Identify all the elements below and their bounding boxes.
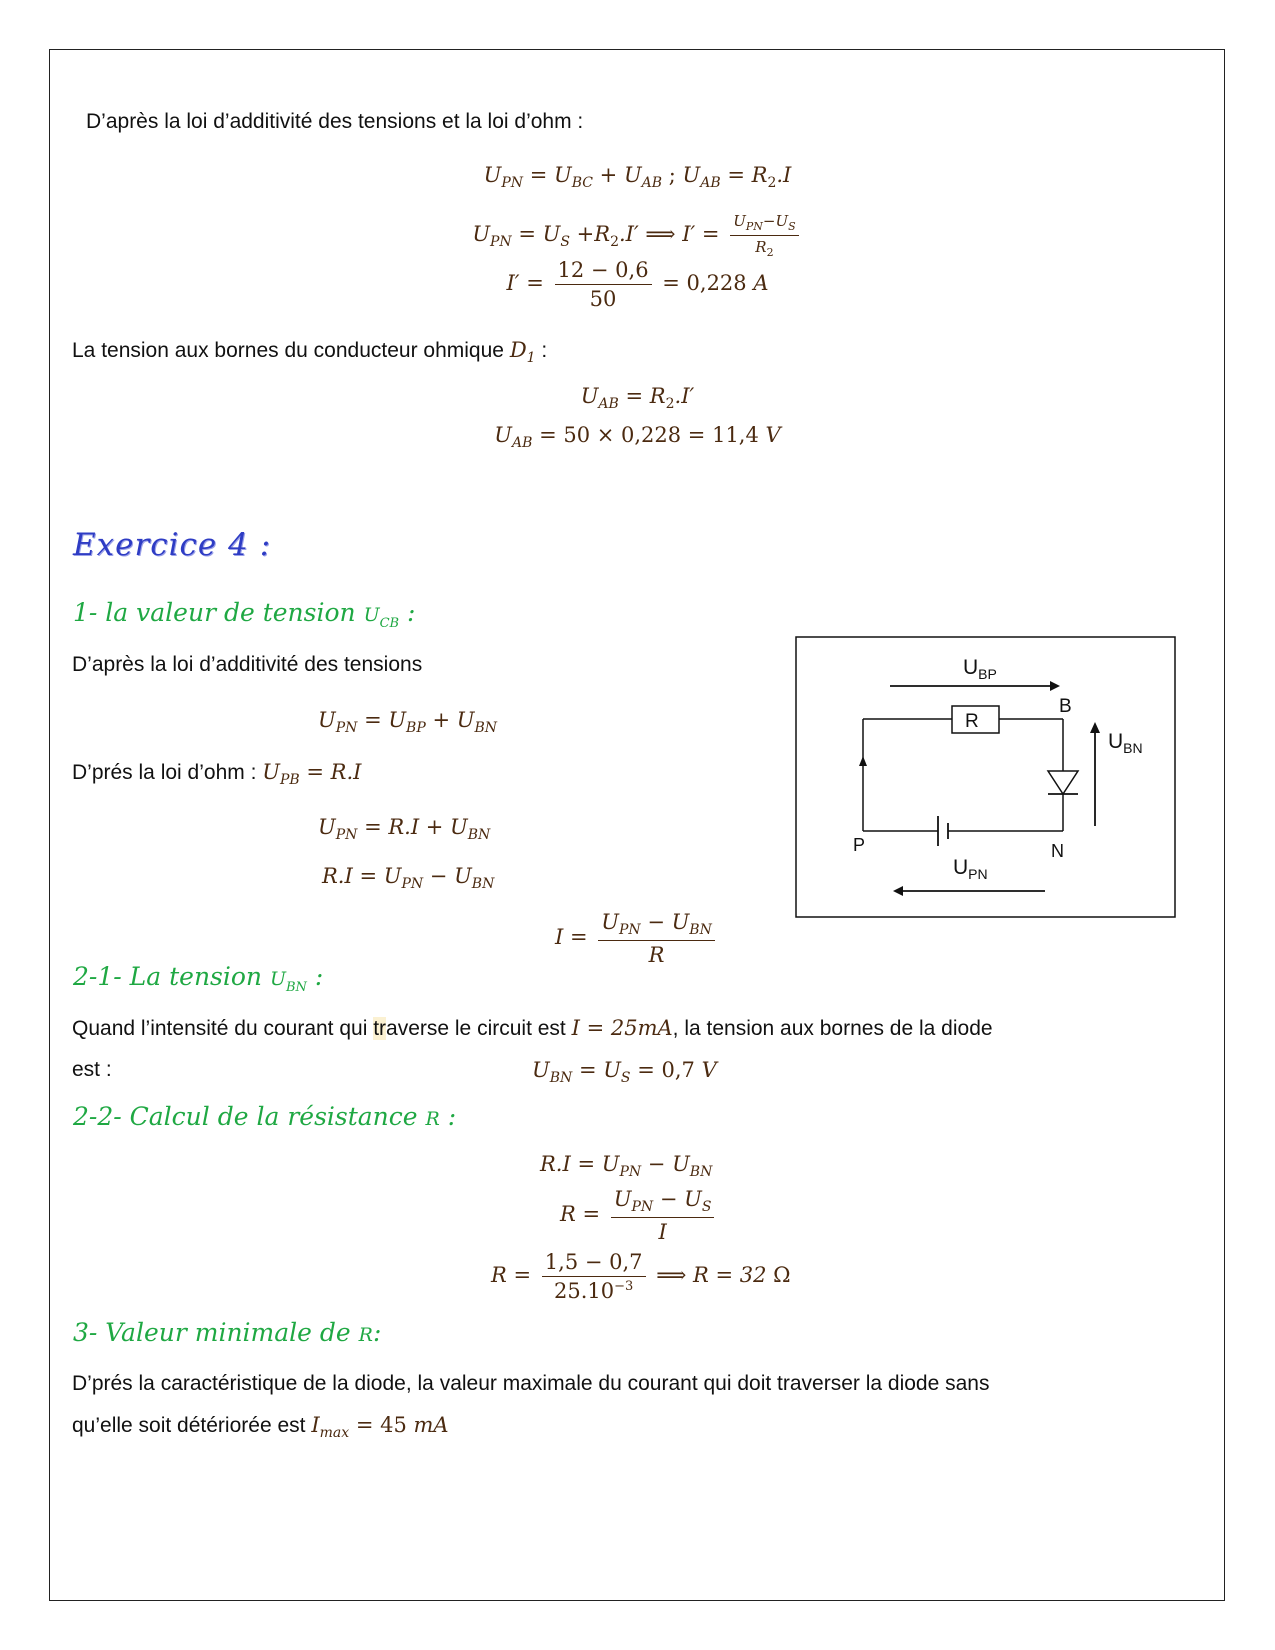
equation-ri-diff-2: $R.I = U_{PN} - U_{BN}$ xyxy=(540,1152,713,1181)
equation-upn-ubp-ubn: $U_{PN} = U_{BP} + U_{BN}$ xyxy=(318,708,497,737)
question-1-text: D’après la loi d’additivité des tensions xyxy=(72,653,423,676)
intro-text: D’après la loi d’additivité des tensions et la loi d’ohm : xyxy=(86,110,584,133)
equation-i-fraction: I = $\frac{U_{PN} - U_{BN}}{R}$ xyxy=(555,910,719,967)
node-b-label: B xyxy=(1059,696,1072,717)
node-n-label: N xyxy=(1051,841,1064,861)
fraction: $\frac{1,5 - 0,7}{25.10^{-3}}$ xyxy=(542,1250,646,1303)
equation-upn-ri: $U_{PN} = R.I + U_{BN}$ xyxy=(318,815,491,844)
d1-text: La tension aux bornes du conducteur ohmique $D_1$ : xyxy=(72,338,548,367)
ohm-law-line: D’prés la loi d’ohm : $U_{PB} = R.I$ xyxy=(72,760,362,789)
equation-current-value: I′ = $\frac{12 - 0,6}{50}$ = 0,228 A xyxy=(506,258,769,311)
fraction: $\frac{12 - 0,6}{50}$ xyxy=(555,258,652,311)
question-3-text-line1: D’prés la caractéristique de la diode, la valeur maximale du courant qui doit traverser la diode sans xyxy=(72,1372,990,1395)
equation-uab-value: $U_{AB} = 50 \times 0,228 = 11,4$ V xyxy=(494,423,781,452)
resistor-label: R xyxy=(965,711,979,732)
question-2-2-title: 2-2- Calcul de la résistance R : xyxy=(73,1102,457,1131)
circuit-diagram xyxy=(795,636,1176,918)
equation-r-value: R = $\frac{1,5 - 0,7}{25.10^{-3}}$ ⟹ R = 32 Ω xyxy=(491,1250,791,1303)
fraction: $\frac{U_{PN} - U_S}{I}$ xyxy=(611,1187,715,1244)
fraction: $\frac{U_{PN}-U_S}{R_2}$ xyxy=(730,212,798,259)
equation-upn-sum: $U_{PN} = U_{BC} + U_{AB}$ ; $U_{AB} = R_2.I$ xyxy=(483,163,792,192)
question-2-1-title: 2-1- La tension $U_{BN}$ : xyxy=(73,962,324,995)
equation-r-fraction: R = $\frac{U_{PN} - U_S}{I}$ xyxy=(560,1187,718,1244)
ubp-label: $U_{BP}$ xyxy=(963,656,997,682)
question-1-title: 1- la valeur de tension $U_{CB}$ : xyxy=(73,598,416,631)
node-p-label: P xyxy=(853,835,866,855)
question-3-title: 3- Valeur minimale de R: xyxy=(73,1318,382,1347)
equation-current-expression: $U_{PN} = U_S +R_2.I'$ ⟹ I′ = $\frac{U_{PN}-U_S}{R_2}$ xyxy=(0,212,1275,259)
question-2-1-text: Quand l’intensité du courant qui traverse le circuit est I = 25mA, la tension aux bornes de la diode xyxy=(72,1016,993,1040)
question-2-1-text-end: est : xyxy=(72,1058,112,1081)
ubn-label: $U_{BN}$ xyxy=(1108,730,1143,756)
question-3-text-line2: qu’elle soit détériorée est $I_{max} = 45$ mA xyxy=(72,1413,449,1442)
fraction: $\frac{U_{PN} - U_{BN}}{R}$ xyxy=(598,910,715,967)
equation-uab-formula: $U_{AB} = R_2.I'$ xyxy=(580,384,695,413)
equation-ri-difference: $R.I = U_{PN} - U_{BN}$ xyxy=(322,864,495,893)
upn-label: $U_{PN}$ xyxy=(953,856,988,882)
equation-ubn-value: $U_{BN} = U_S = 0,7$ V xyxy=(532,1058,717,1087)
exercise-4-title: Exercice 4 : xyxy=(73,527,272,563)
